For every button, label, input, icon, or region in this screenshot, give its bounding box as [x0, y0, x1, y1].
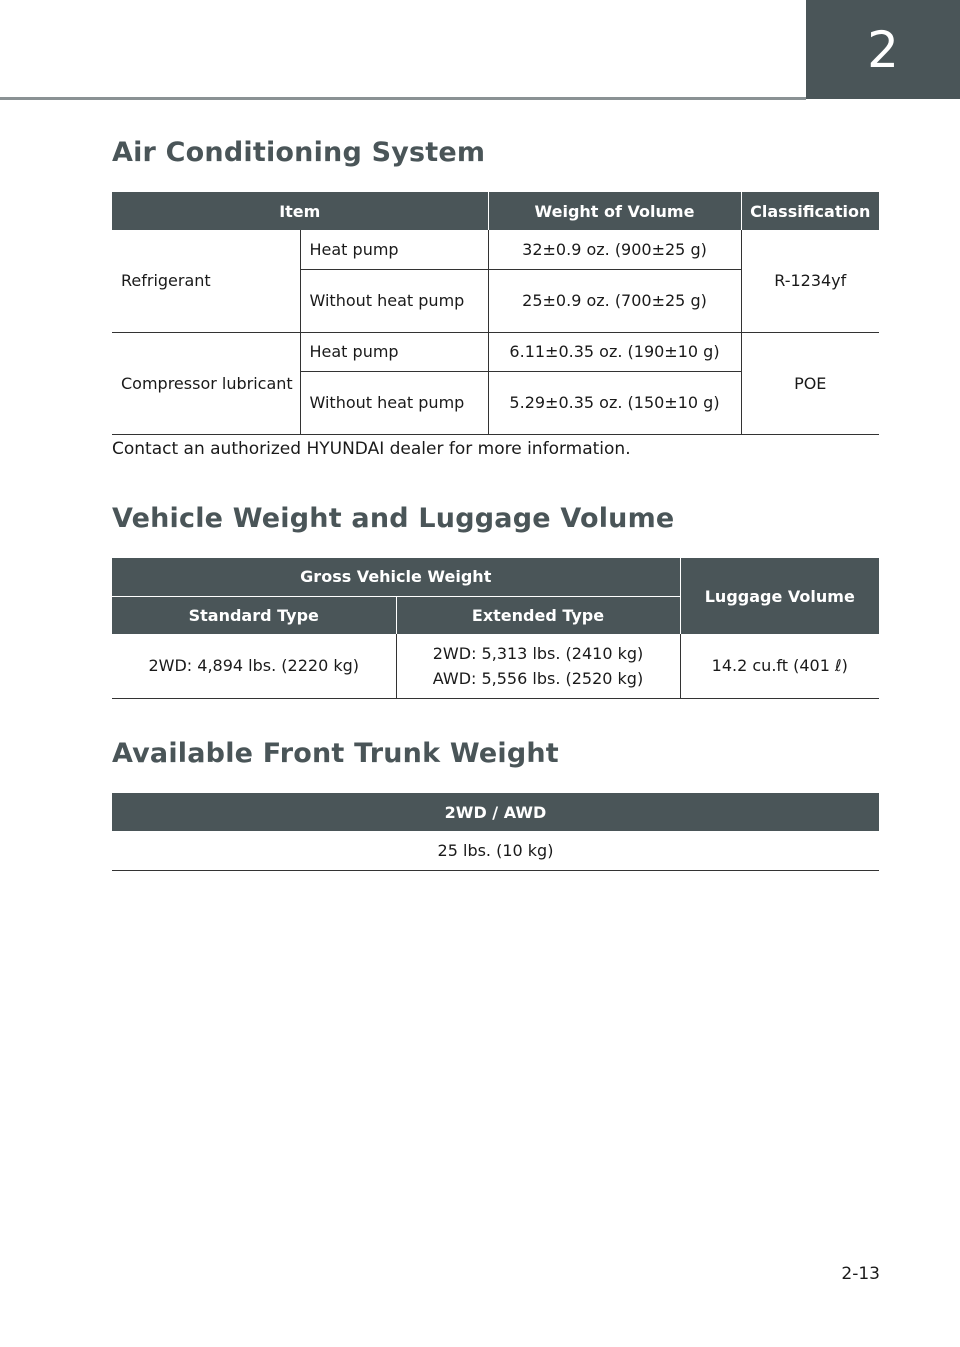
ac-header-weight: Weight of Volume — [488, 192, 741, 230]
ac-refrigerant-label: Refrigerant — [112, 230, 300, 332]
ac-table — [112, 192, 879, 435]
weight-section-title: Vehicle Weight and Luggage Volume — [112, 503, 675, 534]
weight-header-standard: Standard Type — [112, 596, 396, 634]
ac-refrigerant-no-heat-pump-label: Without heat pump — [300, 269, 488, 332]
ac-lubricant-no-heat-pump-label: Without heat pump — [300, 371, 488, 434]
weight-extended-value — [396, 634, 680, 698]
frunk-section-title: Available Front Trunk Weight — [112, 738, 559, 769]
frunk-header: 2WD / AWD — [112, 793, 879, 831]
page-number: 2-13 — [841, 1264, 880, 1284]
weight-standard-value: 2WD: 4,894 lbs. (2220 kg) — [112, 634, 396, 698]
weight-extended-awd: AWD: 5,556 lbs. (2520 kg) — [432, 668, 644, 688]
weight-header-extended: Extended Type — [396, 596, 680, 634]
weight-extended-2wd: 2WD: 5,313 lbs. (2410 kg) — [432, 643, 644, 663]
ac-refrigerant-heat-pump-value: 32±0.9 oz. (900±25 g) — [488, 230, 741, 269]
ac-lubricant-heat-pump-value: 6.11±0.35 oz. (190±10 g) — [488, 332, 741, 371]
weight-luggage-value: 14.2 cu.ft (401 ℓ) — [680, 634, 879, 698]
ac-refrigerant-heat-pump-label: Heat pump — [300, 230, 488, 269]
weight-header-gvw: Gross Vehicle Weight — [112, 558, 680, 596]
ac-section-title: Air Conditioning System — [112, 137, 486, 168]
frunk-value: 25 lbs. (10 kg) — [112, 831, 879, 870]
ac-refrigerant-no-heat-pump-value: 25±0.9 oz. (700±25 g) — [488, 269, 741, 332]
ac-header-classification: Classification — [741, 192, 879, 230]
header-rule — [0, 97, 806, 100]
ac-lubricant-label: Compressor lubricant — [112, 332, 300, 434]
chapter-tab: 2 — [806, 0, 960, 99]
ac-lubricant-no-heat-pump-value: 5.29±0.35 oz. (150±10 g) — [488, 371, 741, 434]
frunk-table — [112, 793, 879, 871]
ac-refrigerant-classification: R-1234yf — [741, 230, 879, 332]
ac-note: Contact an authorized HYUNDAI dealer for more information. — [112, 439, 631, 459]
ac-lubricant-classification: POE — [741, 332, 879, 434]
weight-table — [112, 558, 879, 699]
ac-header-item: Item — [112, 192, 488, 230]
ac-lubricant-heat-pump-label: Heat pump — [300, 332, 488, 371]
weight-header-luggage: Luggage Volume — [680, 558, 879, 634]
